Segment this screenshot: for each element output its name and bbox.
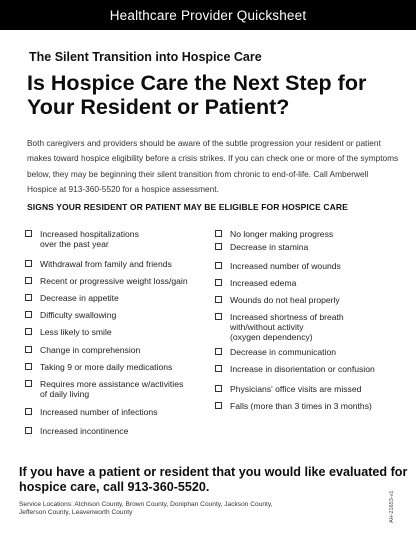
checklist-item[interactable]	[25, 229, 139, 249]
subtitle: The Silent Transition into Hospice Care	[29, 50, 262, 64]
checkbox[interactable]	[25, 277, 32, 284]
checklist-item-label: Wounds do not heal properly	[230, 295, 340, 305]
checkbox[interactable]	[25, 363, 32, 370]
checklist-item-label: Decrease in communication	[230, 347, 337, 357]
checkbox[interactable]	[25, 427, 32, 434]
checklist-item[interactable]	[25, 310, 116, 320]
checklist-item[interactable]	[215, 261, 341, 271]
checkbox[interactable]	[25, 380, 32, 387]
intro-paragraph: Both caregivers and providers should be aware of the subtle progression your resident or patient makes toward hospice eligibility before a crisis strikes. If you can check one or more of the symptoms below, they may be beginning their silent transition from chronic to end-of-life. Call Amberwell Hospice at 913-360-5520 for a hospice assessment.	[27, 138, 399, 194]
checklist-item-label: No longer making progress	[230, 229, 334, 239]
checklist-item[interactable]	[215, 242, 308, 252]
checkbox[interactable]	[25, 328, 32, 335]
checkbox[interactable]	[215, 365, 222, 372]
checkbox[interactable]	[25, 260, 32, 267]
checklist-item-label: Increased number of infections	[40, 407, 158, 417]
checkbox[interactable]	[215, 262, 222, 269]
checklist-item-label: Requires more assistance w/activities of daily living	[40, 379, 184, 399]
checklist-item-label: Increased shortness of breath with/without activity (oxygen dependency)	[230, 312, 344, 342]
checklist-item-label: Increased edema	[230, 278, 297, 288]
checklist-item-label: Increased incontinence	[40, 426, 129, 436]
checklist-item[interactable]	[215, 401, 372, 411]
checkbox[interactable]	[215, 230, 222, 237]
checklist-item-label: Change in comprehension	[40, 345, 141, 355]
checkbox[interactable]	[215, 402, 222, 409]
checkbox[interactable]	[25, 294, 32, 301]
checklist-item-label: Increased hospitalizations over the past year	[40, 229, 139, 249]
checkbox[interactable]	[215, 348, 222, 355]
checklist-item-label: Less likely to smile	[40, 327, 112, 337]
checklist-item-label: Recent or progressive weight loss/gain	[40, 276, 188, 286]
checklist-item[interactable]	[215, 229, 333, 239]
checklist-item[interactable]	[215, 295, 340, 305]
checklist-item[interactable]	[215, 278, 296, 288]
checkbox[interactable]	[25, 408, 32, 415]
checklist-item-label: Decrease in stamina	[230, 242, 309, 252]
checklist-item-label: Increase in disorientation or confusion	[230, 364, 375, 374]
checklist-item[interactable]	[25, 362, 172, 372]
document-id: AH-21653-v1	[389, 490, 395, 523]
service-locations: Service Locations: Atchison County, Brown County, Doniphan County, Jackson County, Jefferson County, Leavenworth County	[19, 501, 273, 516]
checklist-item[interactable]	[25, 293, 119, 303]
signs-section-title: SIGNS YOUR RESIDENT OR PATIENT MAY BE ELIGIBLE FOR HOSPICE CARE	[27, 202, 348, 212]
checklist-item[interactable]	[215, 364, 375, 374]
checkbox[interactable]	[25, 230, 32, 237]
checklist-item[interactable]	[25, 379, 183, 399]
checklist-item[interactable]	[25, 276, 188, 286]
checklist-item[interactable]	[25, 327, 112, 337]
call-to-action: If you have a patient or resident that you would like evaluated for hospice care, call 913-360-5520.	[19, 465, 408, 494]
checklist-item-label: Decrease in appetite	[40, 293, 119, 303]
checkbox[interactable]	[215, 296, 222, 303]
checklist-item-label: Withdrawal from family and friends	[40, 259, 172, 269]
checklist-item[interactable]	[25, 426, 128, 436]
checkbox[interactable]	[25, 346, 32, 353]
header-banner: Healthcare Provider Quicksheet	[0, 0, 416, 30]
checklist-item[interactable]	[215, 384, 361, 394]
checklist-item-label: Difficulty swallowing	[40, 310, 117, 320]
checklist-item[interactable]	[215, 347, 336, 357]
checklist-item-label: Taking 9 or more daily medications	[40, 362, 173, 372]
checkbox[interactable]	[215, 313, 222, 320]
checklist-item[interactable]	[25, 259, 172, 269]
checkbox[interactable]	[25, 311, 32, 318]
checkbox[interactable]	[215, 279, 222, 286]
checkbox[interactable]	[215, 385, 222, 392]
checklist-item[interactable]	[25, 345, 140, 355]
headline: Is Hospice Care the Next Step for Your Resident or Patient?	[27, 71, 367, 119]
checklist-item-label: Increased number of wounds	[230, 261, 341, 271]
checklist-item-label: Physicians' office visits are missed	[230, 384, 362, 394]
checklist-item[interactable]	[215, 312, 344, 342]
checklist-item[interactable]	[25, 407, 158, 417]
checklist-item-label: Falls (more than 3 times in 3 months)	[230, 401, 372, 411]
checkbox[interactable]	[215, 243, 222, 250]
